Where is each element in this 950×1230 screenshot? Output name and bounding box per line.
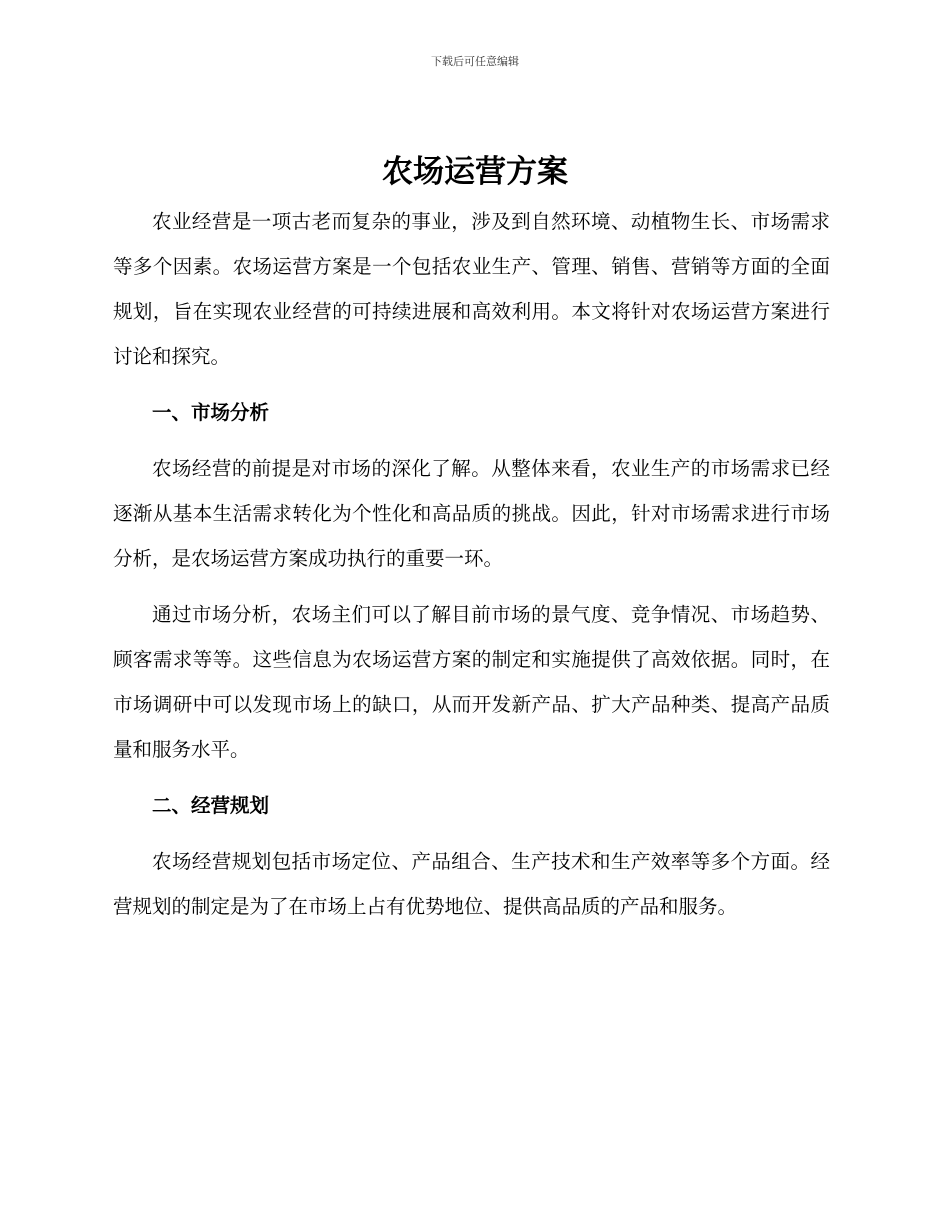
- business-planning-paragraph: 农场经营规划包括市场定位、产品组合、生产技术和生产效率等多个方面。经营规划的制定是为了在市场上占有优势地位、提供高品质的产品和服务。: [113, 850, 830, 918]
- document-title: 农场运营方案: [382, 154, 568, 190]
- intro-paragraph: 农业经营是一项古老而复杂的事业，涉及到自然环境、动植物生长、市场需求等多个因素。农场运营方案是一个包括农业生产、管理、销售、营销等方面的全面规划，旨在实现农业经营的可持续进展和高效利用。本文将针对农场运营方案进行讨论和探究。: [113, 210, 830, 368]
- market-analysis-paragraph-1: 农场经营的前提是对市场的深化了解。从整体来看，农业生产的市场需求已经逐渐从基本生活需求转化为个性化和高品质的挑战。因此，针对市场需求进行市场分析，是农场运营方案成功执行的重要一环。: [113, 457, 830, 570]
- section-heading-business-planning: 二、经营规划: [152, 794, 270, 817]
- document-body: [113, 199, 830, 940]
- page-header: 下载后可任意编辑: [431, 55, 519, 68]
- section-heading-market-analysis: 一、市场分析: [152, 401, 270, 424]
- market-analysis-paragraph-2: 通过市场分析，农场主们可以了解目前市场的景气度、竞争情况、市场趋势、顾客需求等等。这些信息为农场运营方案的制定和实施提供了高效依据。同时，在市场调研中可以发现市场上的缺口，从而开发新产品、扩大产品种类、提高产品质量和服务水平。: [113, 603, 830, 761]
